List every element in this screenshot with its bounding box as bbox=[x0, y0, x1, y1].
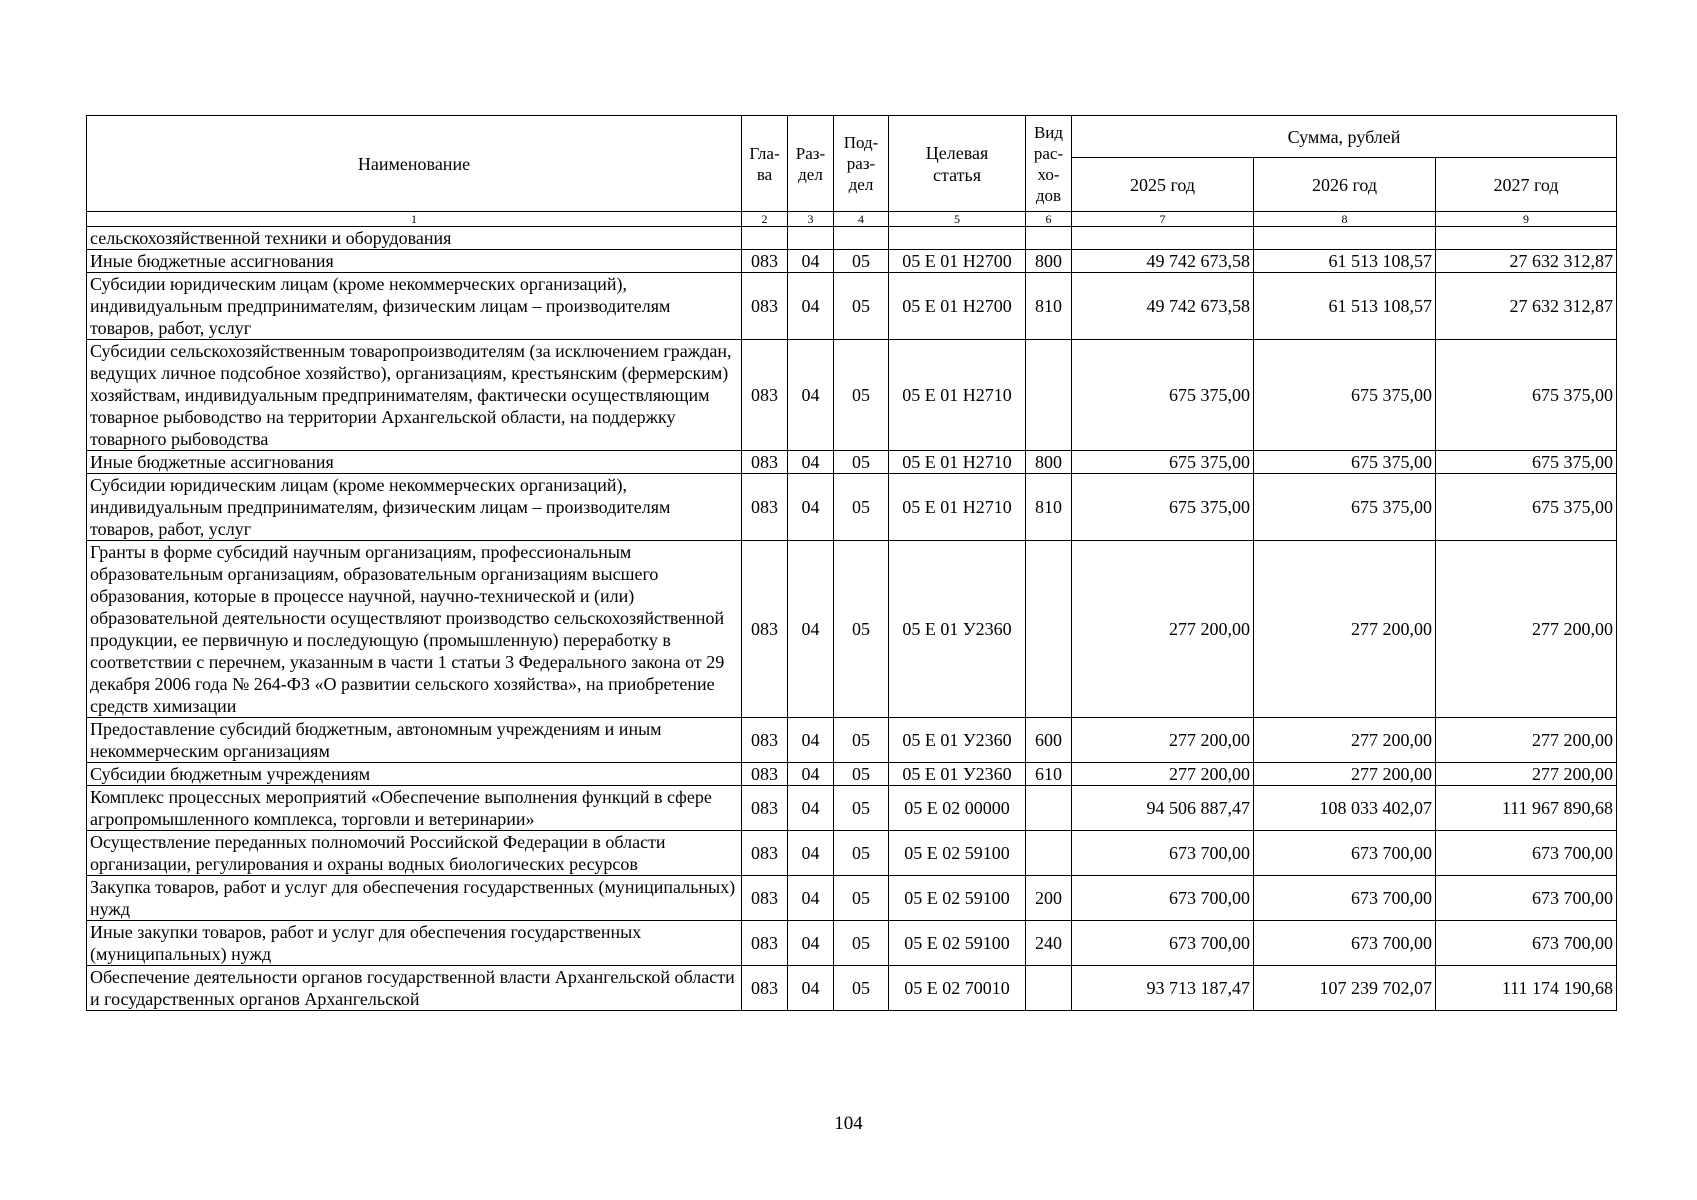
amount-2026-cell: 277 200,00 bbox=[1254, 763, 1436, 786]
header-target: Целевая статья bbox=[889, 116, 1026, 212]
amount-2027-cell: 673 700,00 bbox=[1436, 831, 1617, 876]
subsection-cell: 05 bbox=[834, 831, 889, 876]
subsection-cell: 05 bbox=[834, 966, 889, 1011]
amount-2025-cell: 673 700,00 bbox=[1072, 921, 1254, 966]
target-cell bbox=[889, 227, 1026, 250]
target-cell: 05 Е 02 59100 bbox=[889, 876, 1026, 921]
table-row bbox=[87, 966, 1617, 1011]
table-row bbox=[87, 451, 1617, 474]
section-cell: 04 bbox=[788, 718, 834, 763]
section-cell: 04 bbox=[788, 786, 834, 831]
amount-2025-cell: 277 200,00 bbox=[1072, 718, 1254, 763]
amount-2027-cell: 277 200,00 bbox=[1436, 763, 1617, 786]
subsection-cell: 05 bbox=[834, 921, 889, 966]
amount-2026-cell: 107 239 702,07 bbox=[1254, 966, 1436, 1011]
header-name: Наименование bbox=[87, 116, 742, 212]
amount-2025-cell: 49 742 673,58 bbox=[1072, 250, 1254, 273]
amount-2025-cell: 673 700,00 bbox=[1072, 831, 1254, 876]
target-cell: 05 Е 01 У2360 bbox=[889, 718, 1026, 763]
subsection-cell: 05 bbox=[834, 541, 889, 718]
amount-2027-cell: 27 632 312,87 bbox=[1436, 250, 1617, 273]
amount-2025-cell: 675 375,00 bbox=[1072, 474, 1254, 541]
column-number: 6 bbox=[1026, 212, 1072, 227]
header-exp-type: Вид рас- хо- дов bbox=[1026, 116, 1072, 212]
name-cell: Обеспечение деятельности органов государственной власти Архангельской области и государственных органов Архангельской bbox=[87, 966, 742, 1011]
amount-2026-cell: 61 513 108,57 bbox=[1254, 273, 1436, 340]
expense-type-cell: 810 bbox=[1026, 273, 1072, 340]
chapter-cell: 083 bbox=[742, 831, 788, 876]
table-row bbox=[87, 474, 1617, 541]
section-cell: 04 bbox=[788, 250, 834, 273]
section-cell: 04 bbox=[788, 340, 834, 451]
target-cell: 05 Е 01 Н2700 bbox=[889, 273, 1026, 340]
header-2026: 2026 год bbox=[1254, 158, 1436, 212]
header-section: Раз- дел bbox=[788, 116, 834, 212]
name-cell: сельскохозяйственной техники и оборудования bbox=[87, 227, 742, 250]
chapter-cell: 083 bbox=[742, 763, 788, 786]
table-row bbox=[87, 876, 1617, 921]
expense-type-cell bbox=[1026, 831, 1072, 876]
subsection-cell: 05 bbox=[834, 718, 889, 763]
chapter-cell: 083 bbox=[742, 718, 788, 763]
amount-2027-cell: 675 375,00 bbox=[1436, 474, 1617, 541]
table-row bbox=[87, 718, 1617, 763]
table-row bbox=[87, 273, 1617, 340]
chapter-cell: 083 bbox=[742, 966, 788, 1011]
amount-2025-cell: 675 375,00 bbox=[1072, 340, 1254, 451]
header-2025: 2025 год bbox=[1072, 158, 1254, 212]
section-cell: 04 bbox=[788, 273, 834, 340]
subsection-cell bbox=[834, 227, 889, 250]
section-cell: 04 bbox=[788, 921, 834, 966]
name-cell: Субсидии юридическим лицам (кроме некоммерческих организаций), индивидуальным предпринимателям, физическим лицам – производителям товаров, работ, услуг bbox=[87, 273, 742, 340]
amount-2027-cell: 673 700,00 bbox=[1436, 921, 1617, 966]
column-number: 8 bbox=[1254, 212, 1436, 227]
amount-2026-cell: 675 375,00 bbox=[1254, 451, 1436, 474]
amount-2026-cell bbox=[1254, 227, 1436, 250]
subsection-cell: 05 bbox=[834, 273, 889, 340]
subsection-cell: 05 bbox=[834, 876, 889, 921]
amount-2027-cell: 111 967 890,68 bbox=[1436, 786, 1617, 831]
expense-type-cell bbox=[1026, 227, 1072, 250]
column-number: 9 bbox=[1436, 212, 1617, 227]
amount-2026-cell: 673 700,00 bbox=[1254, 831, 1436, 876]
expense-type-cell: 800 bbox=[1026, 451, 1072, 474]
header-chapter: Гла- ва bbox=[742, 116, 788, 212]
table-row bbox=[87, 340, 1617, 451]
column-numbers-row bbox=[87, 212, 1617, 227]
expense-type-cell bbox=[1026, 541, 1072, 718]
name-cell: Субсидии сельскохозяйственным товаропроизводителям (за исключением граждан, ведущих личное подсобное хозяйство), организациям, крестьянским (фермерским) хозяйствам, индивидуальным предпринимателям, фактически осуществляющим товарное рыбоводство на территории Архангельской области, на поддержку товарного рыбоводства bbox=[87, 340, 742, 451]
name-cell: Иные закупки товаров, работ и услуг для обеспечения государственных (муниципальных) нужд bbox=[87, 921, 742, 966]
name-cell: Субсидии юридическим лицам (кроме некоммерческих организаций), индивидуальным предпринимателям, физическим лицам – производителям товаров, работ, услуг bbox=[87, 474, 742, 541]
table-row bbox=[87, 541, 1617, 718]
expense-type-cell: 800 bbox=[1026, 250, 1072, 273]
target-cell: 05 Е 01 Н2700 bbox=[889, 250, 1026, 273]
header-sum: Сумма, рублей bbox=[1072, 116, 1617, 158]
expense-type-cell: 810 bbox=[1026, 474, 1072, 541]
column-number: 4 bbox=[834, 212, 889, 227]
amount-2025-cell: 94 506 887,47 bbox=[1072, 786, 1254, 831]
name-cell: Субсидии бюджетным учреждениям bbox=[87, 763, 742, 786]
chapter-cell: 083 bbox=[742, 451, 788, 474]
table-row bbox=[87, 250, 1617, 273]
target-cell: 05 Е 02 70010 bbox=[889, 966, 1026, 1011]
section-cell: 04 bbox=[788, 966, 834, 1011]
expense-type-cell bbox=[1026, 786, 1072, 831]
chapter-cell: 083 bbox=[742, 474, 788, 541]
amount-2025-cell: 277 200,00 bbox=[1072, 763, 1254, 786]
name-cell: Предоставление субсидий бюджетным, автономным учреждениям и иным некоммерческим организациям bbox=[87, 718, 742, 763]
amount-2027-cell: 111 174 190,68 bbox=[1436, 966, 1617, 1011]
section-cell: 04 bbox=[788, 831, 834, 876]
section-cell: 04 bbox=[788, 541, 834, 718]
subsection-cell: 05 bbox=[834, 451, 889, 474]
amount-2026-cell: 108 033 402,07 bbox=[1254, 786, 1436, 831]
amount-2026-cell: 277 200,00 bbox=[1254, 718, 1436, 763]
chapter-cell: 083 bbox=[742, 250, 788, 273]
table-row bbox=[87, 921, 1617, 966]
table-row bbox=[87, 786, 1617, 831]
subsection-cell: 05 bbox=[834, 474, 889, 541]
expense-type-cell: 200 bbox=[1026, 876, 1072, 921]
expense-type-cell: 240 bbox=[1026, 921, 1072, 966]
name-cell: Закупка товаров, работ и услуг для обеспечения государственных (муниципальных) нужд bbox=[87, 876, 742, 921]
expense-type-cell bbox=[1026, 966, 1072, 1011]
target-cell: 05 Е 01 Н2710 bbox=[889, 451, 1026, 474]
amount-2026-cell: 277 200,00 bbox=[1254, 541, 1436, 718]
section-cell: 04 bbox=[788, 763, 834, 786]
target-cell: 05 Е 02 00000 bbox=[889, 786, 1026, 831]
page-number: 104 bbox=[834, 1113, 863, 1134]
table-row bbox=[87, 831, 1617, 876]
subsection-cell: 05 bbox=[834, 763, 889, 786]
budget-table bbox=[86, 115, 1617, 1011]
expense-type-cell: 600 bbox=[1026, 718, 1072, 763]
section-cell: 04 bbox=[788, 451, 834, 474]
amount-2026-cell: 675 375,00 bbox=[1254, 474, 1436, 541]
table-row bbox=[87, 763, 1617, 786]
target-cell: 05 Е 01 У2360 bbox=[889, 763, 1026, 786]
chapter-cell bbox=[742, 227, 788, 250]
amount-2026-cell: 675 375,00 bbox=[1254, 340, 1436, 451]
subsection-cell: 05 bbox=[834, 250, 889, 273]
amount-2025-cell: 675 375,00 bbox=[1072, 451, 1254, 474]
column-number: 1 bbox=[87, 212, 742, 227]
subsection-cell: 05 bbox=[834, 786, 889, 831]
column-number: 7 bbox=[1072, 212, 1254, 227]
name-cell: Иные бюджетные ассигнования bbox=[87, 250, 742, 273]
expense-type-cell: 610 bbox=[1026, 763, 1072, 786]
expense-type-cell bbox=[1026, 340, 1072, 451]
target-cell: 05 Е 01 У2360 bbox=[889, 541, 1026, 718]
name-cell: Комплекс процессных мероприятий «Обеспечение выполнения функций в сфере агропромышленного комплекса, торговли и ветеринарии» bbox=[87, 786, 742, 831]
amount-2027-cell: 277 200,00 bbox=[1436, 541, 1617, 718]
column-number: 3 bbox=[788, 212, 834, 227]
subsection-cell: 05 bbox=[834, 340, 889, 451]
name-cell: Иные бюджетные ассигнования bbox=[87, 451, 742, 474]
target-cell: 05 Е 01 Н2710 bbox=[889, 474, 1026, 541]
amount-2025-cell: 93 713 187,47 bbox=[1072, 966, 1254, 1011]
amount-2027-cell: 675 375,00 bbox=[1436, 340, 1617, 451]
amount-2027-cell: 675 375,00 bbox=[1436, 451, 1617, 474]
target-cell: 05 Е 02 59100 bbox=[889, 831, 1026, 876]
section-cell: 04 bbox=[788, 876, 834, 921]
header-subsection: Под- раз- дел bbox=[834, 116, 889, 212]
amount-2027-cell: 277 200,00 bbox=[1436, 718, 1617, 763]
name-cell: Гранты в форме субсидий научным организациям, профессиональным образовательным организациям, образовательным организациям высшего образования, которые в процессе научной, научно-технической и (или) образовательной деятельности осуществляют производство сельскохозяйственной продукции, ее первичную и последующую (промышленную) переработку в соответствии с перечнем, указанным в части 1 статьи 3 Федерального закона от 29 декабря 2006 года № 264-ФЗ «О развитии сельского хозяйства», на приобретение средств химизации bbox=[87, 541, 742, 718]
section-cell bbox=[788, 227, 834, 250]
amount-2026-cell: 673 700,00 bbox=[1254, 876, 1436, 921]
amount-2027-cell: 27 632 312,87 bbox=[1436, 273, 1617, 340]
column-number: 5 bbox=[889, 212, 1026, 227]
chapter-cell: 083 bbox=[742, 273, 788, 340]
amount-2025-cell bbox=[1072, 227, 1254, 250]
amount-2025-cell: 277 200,00 bbox=[1072, 541, 1254, 718]
header-2027: 2027 год bbox=[1436, 158, 1617, 212]
amount-2027-cell: 673 700,00 bbox=[1436, 876, 1617, 921]
amount-2025-cell: 49 742 673,58 bbox=[1072, 273, 1254, 340]
table-row bbox=[87, 227, 1617, 250]
amount-2026-cell: 673 700,00 bbox=[1254, 921, 1436, 966]
target-cell: 05 Е 02 59100 bbox=[889, 921, 1026, 966]
section-cell: 04 bbox=[788, 474, 834, 541]
amount-2026-cell: 61 513 108,57 bbox=[1254, 250, 1436, 273]
chapter-cell: 083 bbox=[742, 541, 788, 718]
target-cell: 05 Е 01 Н2710 bbox=[889, 340, 1026, 451]
name-cell: Осуществление переданных полномочий Российской Федерации в области организации, регулирования и охраны водных биологических ресурсов bbox=[87, 831, 742, 876]
amount-2025-cell: 673 700,00 bbox=[1072, 876, 1254, 921]
column-number: 2 bbox=[742, 212, 788, 227]
chapter-cell: 083 bbox=[742, 921, 788, 966]
amount-2027-cell bbox=[1436, 227, 1617, 250]
chapter-cell: 083 bbox=[742, 340, 788, 451]
chapter-cell: 083 bbox=[742, 876, 788, 921]
chapter-cell: 083 bbox=[742, 786, 788, 831]
